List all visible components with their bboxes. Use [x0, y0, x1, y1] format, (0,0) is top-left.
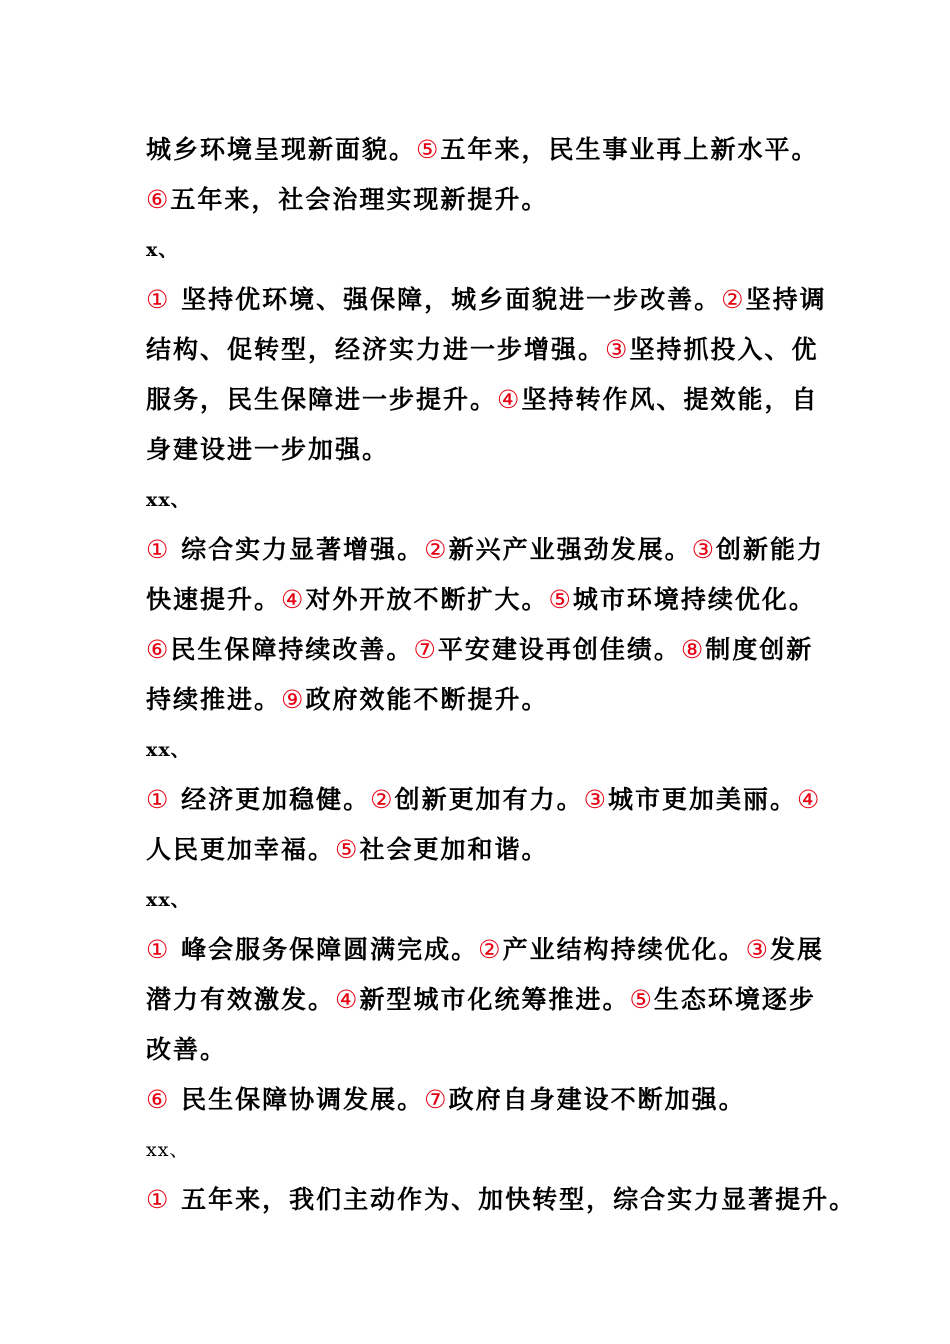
item-number: ⑤	[416, 135, 441, 164]
item-number: ②	[424, 535, 449, 564]
item-number: ④	[335, 985, 360, 1014]
item-number: ⑤	[629, 985, 654, 1014]
item-text: 新型城市化统筹推进。	[359, 985, 630, 1014]
item-text: 政府自身建设不断加强。	[448, 1085, 746, 1114]
section-heading: xx、	[146, 739, 191, 761]
item-text: 身建设进一步加强。	[146, 435, 390, 464]
section-heading: xx、	[146, 489, 191, 511]
item-number: ①	[146, 935, 171, 964]
item-number: ③	[691, 535, 716, 564]
item-text: 城市环境持续优化。	[572, 585, 816, 614]
item-text: 坚持调	[745, 285, 827, 314]
item-number: ③	[605, 335, 630, 364]
item-number: ①	[146, 1185, 171, 1214]
item-number: ③	[745, 935, 770, 964]
item-number: ②	[721, 285, 746, 314]
item-number: ⑥	[146, 635, 171, 664]
text-line	[146, 975, 826, 1025]
item-number: ②	[478, 935, 503, 964]
text-line	[146, 525, 826, 575]
item-number: ⑤	[335, 835, 360, 864]
text-line	[146, 575, 826, 625]
item-text: 平安建设再创佳绩。	[437, 635, 681, 664]
text-line	[146, 1075, 826, 1125]
item-number: ④	[797, 785, 822, 814]
item-text: 新兴产业强劲发展。	[448, 535, 692, 564]
text-line	[146, 1175, 857, 1225]
item-text: 民生保障持续改善。	[170, 635, 414, 664]
item-text: 服务，民生保障进一步提升。	[146, 385, 498, 414]
item-number: ⑦	[424, 1085, 449, 1114]
item-text: 制度创新	[705, 635, 814, 664]
item-number: ②	[370, 785, 395, 814]
item-number: ④	[281, 585, 306, 614]
item-text: 五年来，民生事业再上新水平。	[440, 135, 819, 164]
item-text: 结构、促转型，经济实力进一步增强。	[146, 335, 606, 364]
item-text: 坚持抓投入、优	[629, 335, 819, 364]
item-number: ①	[146, 785, 171, 814]
section-heading: xx、	[146, 1139, 190, 1161]
section-heading: x、	[146, 239, 179, 261]
item-text: 经济更加稳健。	[170, 785, 371, 814]
text-line	[146, 825, 826, 875]
item-number: ①	[146, 535, 171, 564]
item-text: 对外开放不断扩大。	[305, 585, 549, 614]
text-line	[146, 275, 826, 325]
text-line	[146, 425, 826, 475]
text-line	[146, 675, 826, 725]
item-text: 创新更加有力。	[394, 785, 584, 814]
item-text: 生态环境逐步	[653, 985, 816, 1014]
item-text: 快速提升。	[146, 585, 282, 614]
text-line	[146, 325, 826, 375]
item-text: 坚持转作风、提效能，自	[521, 385, 819, 414]
item-text: 潜力有效激发。	[146, 985, 336, 1014]
item-text: 人民更加幸福。	[146, 835, 336, 864]
item-text: 坚持优环境、强保障，城乡面貌进一步改善。	[170, 285, 722, 314]
item-number: ⑧	[680, 635, 706, 664]
item-number: ⑥	[146, 185, 171, 214]
section-heading: xx、	[146, 889, 191, 911]
text-line	[146, 925, 826, 975]
item-text: 社会更加和谐。	[359, 835, 549, 864]
text-line	[146, 175, 826, 225]
text-line	[146, 1025, 826, 1075]
text-line	[146, 625, 826, 675]
item-text: 五年来，我们主动作为、加快转型，综合实力显著提升。	[170, 1185, 857, 1214]
item-text: 民生保障协调发展。	[170, 1085, 425, 1114]
item-text: 产业结构持续优化。	[502, 935, 746, 964]
item-number: ⑦	[413, 635, 438, 664]
text-line	[146, 775, 826, 825]
item-number: ⑥	[146, 1085, 171, 1114]
item-text: 城乡环境呈现新面貌。	[146, 135, 417, 164]
item-text: 五年来，社会治理实现新提升。	[170, 185, 549, 214]
item-number: ③	[583, 785, 608, 814]
item-text: 创新能力	[716, 535, 825, 564]
document-body	[146, 125, 857, 1225]
text-line	[146, 375, 826, 425]
item-number: ①	[146, 285, 171, 314]
item-text: 综合实力显著增强。	[170, 535, 425, 564]
item-number: ⑤	[548, 585, 573, 614]
item-text: 发展	[770, 935, 825, 964]
item-number: ④	[497, 385, 522, 414]
item-text: 峰会服务保障圆满完成。	[170, 935, 479, 964]
item-number: ⑨	[281, 685, 306, 714]
item-text: 改善。	[146, 1035, 228, 1064]
item-text: 政府效能不断提升。	[305, 685, 549, 714]
text-line	[146, 125, 826, 175]
item-text: 持续推进。	[146, 685, 282, 714]
item-text: 城市更加美丽。	[608, 785, 798, 814]
